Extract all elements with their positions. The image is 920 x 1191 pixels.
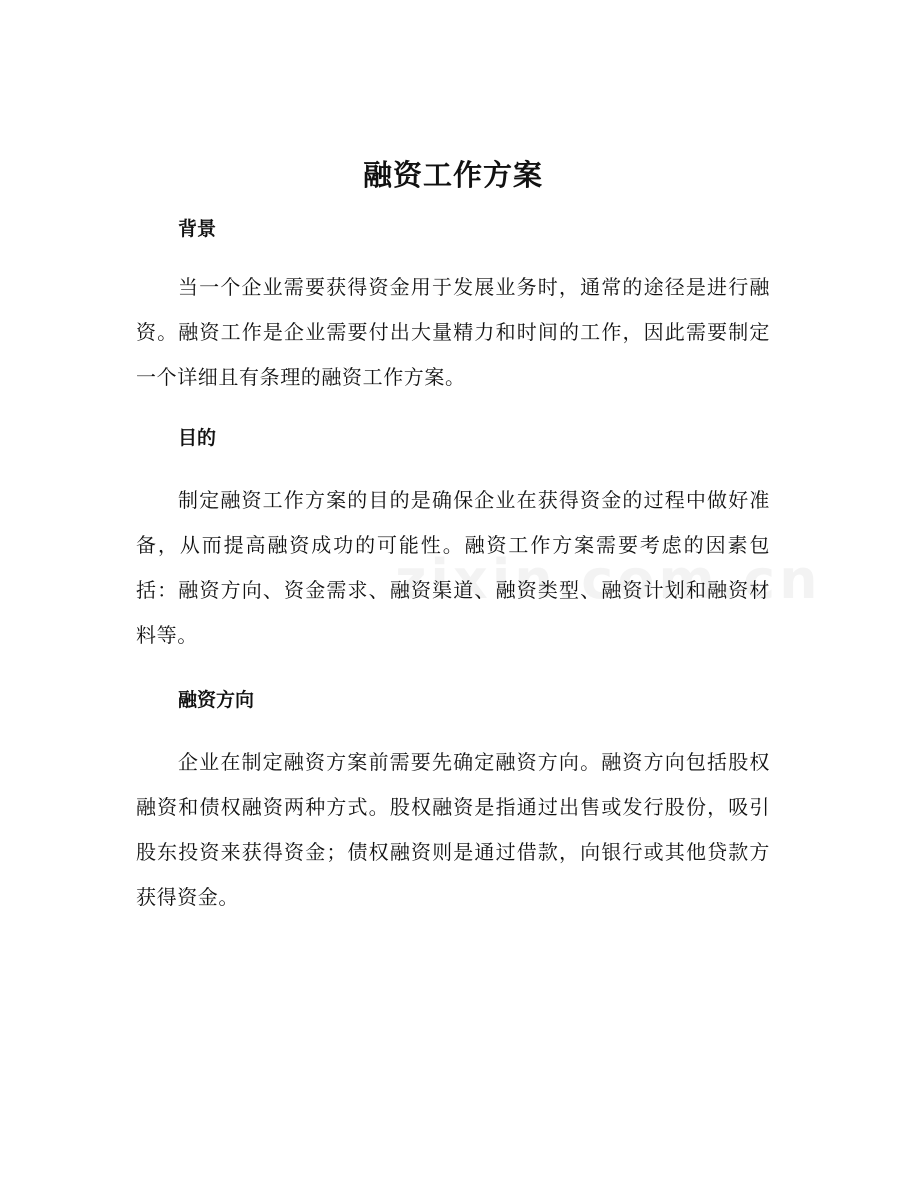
section-paragraph-financing-direction: 企业在制定融资方案前需要先确定融资方向。融资方向包括股权融资和债权融资两种方式。股权融资是指通过出售或发行股份，吸引股东投资来获得资金；债权融资则是通过借款，向银行或其他贷款方获得资金。: [136, 750, 770, 909]
section-paragraph-background: 当一个企业需要获得资金用于发展业务时，通常的途径是进行融资。融资工作是企业需要付出大量精力和时间的工作，因此需要制定一个详细且有条理的融资工作方案。: [136, 275, 770, 389]
section-heading-background: 背景: [178, 218, 217, 240]
section-paragraph-purpose: 制定融资工作方案的目的是确保企业在获得资金的过程中做好准备，从而提高融资成功的可能性。融资工作方案需要考虑的因素包括：融资方向、资金需求、融资渠道、融资类型、融资计划和融资材料等。: [136, 488, 770, 647]
document-body: [136, 150, 770, 920]
section-heading-financing-direction: 融资方向: [178, 689, 255, 711]
section-heading-purpose: 目的: [178, 427, 217, 449]
document-title: 融资工作方案: [362, 158, 543, 192]
